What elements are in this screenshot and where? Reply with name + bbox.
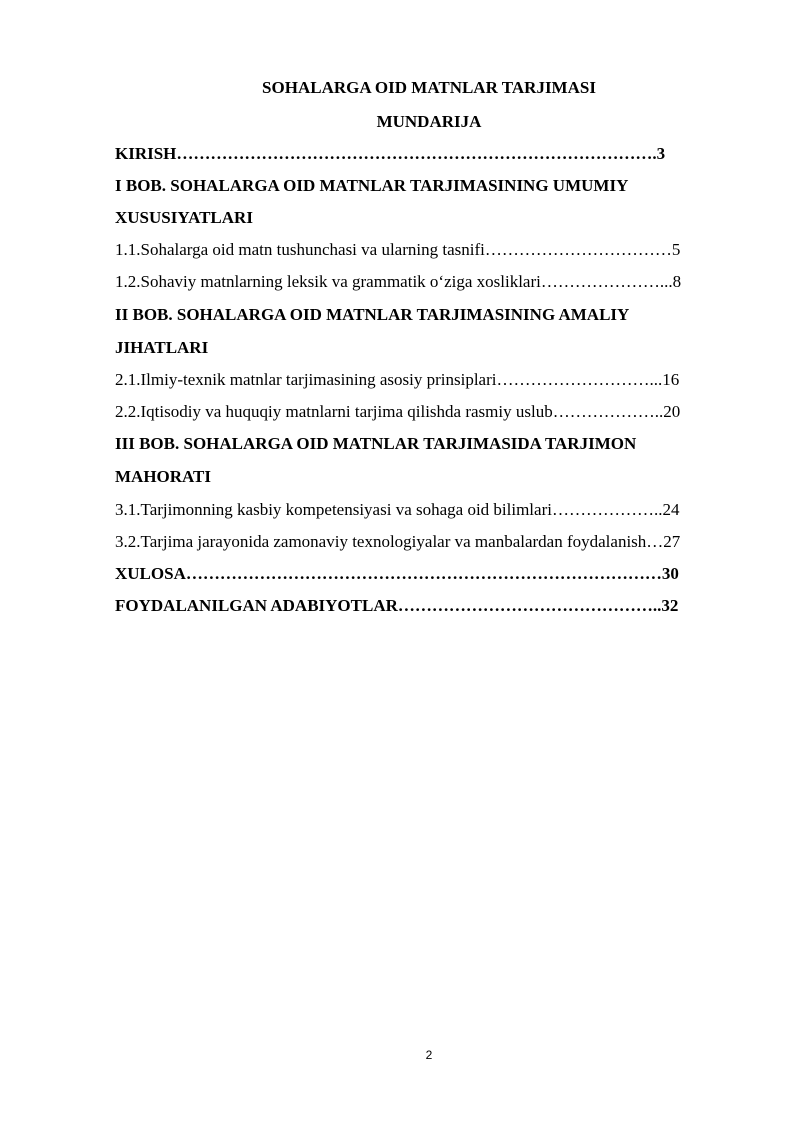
toc-chapter-1-line-2: XUSUSIYATLARI: [115, 208, 253, 227]
toc-entry-1-1: 1.1.Sohalarga oid matn tushunchasi va ularning tasnifi……………………………5: [115, 240, 681, 259]
toc-entry-xulosa: XULOSA…………………………………………………………………………30: [115, 564, 679, 583]
page-number: 2: [425, 1048, 433, 1062]
toc-chapter-2-line-2: JIHATLARI: [115, 338, 209, 357]
document-title: SOHALARGA OID MATNLAR TARJIMASI: [262, 78, 596, 97]
toc-chapter-2-line-1: II BOB. SOHALARGA OID MATNLAR TARJIMASINING AMALIY: [115, 305, 630, 324]
toc-entry-3-1: 3.1.Tarjimonning kasbiy kompetensiyasi va sohaga oid bilimlari………………..24: [115, 500, 680, 519]
toc-entry-bibliography: FOYDALANILGAN ADABIYOTLAR………………………………………..32: [115, 596, 679, 615]
toc-entry-kirish: KIRISH………………………………………………………………………….3: [115, 144, 666, 163]
toc-chapter-1-line-1: I BOB. SOHALARGA OID MATNLAR TARJIMASINING UMUMIY: [115, 176, 629, 195]
toc-chapter-3-line-1: III BOB. SOHALARGA OID MATNLAR TARJIMASIDA TARJIMON: [115, 434, 637, 453]
toc-entry-1-2: 1.2.Sohaviy matnlarning leksik va grammatik o‘ziga xosliklari…………………...8: [115, 272, 682, 291]
toc-entry-2-2: 2.2.Iqtisodiy va huquqiy matnlarni tarjima qilishda rasmiy uslub………………..20: [115, 402, 681, 421]
toc-heading: MUNDARIJA: [376, 112, 482, 131]
toc-entry-2-1: 2.1.Ilmiy-texnik matnlar tarjimasining asosiy prinsiplari………………………...16: [115, 370, 680, 389]
toc-entry-3-2: 3.2.Tarjima jarayonida zamonaviy texnologiyalar va manbalardan foydalanish…27: [115, 532, 681, 551]
toc-chapter-3-line-2: MAHORATI: [115, 467, 212, 486]
